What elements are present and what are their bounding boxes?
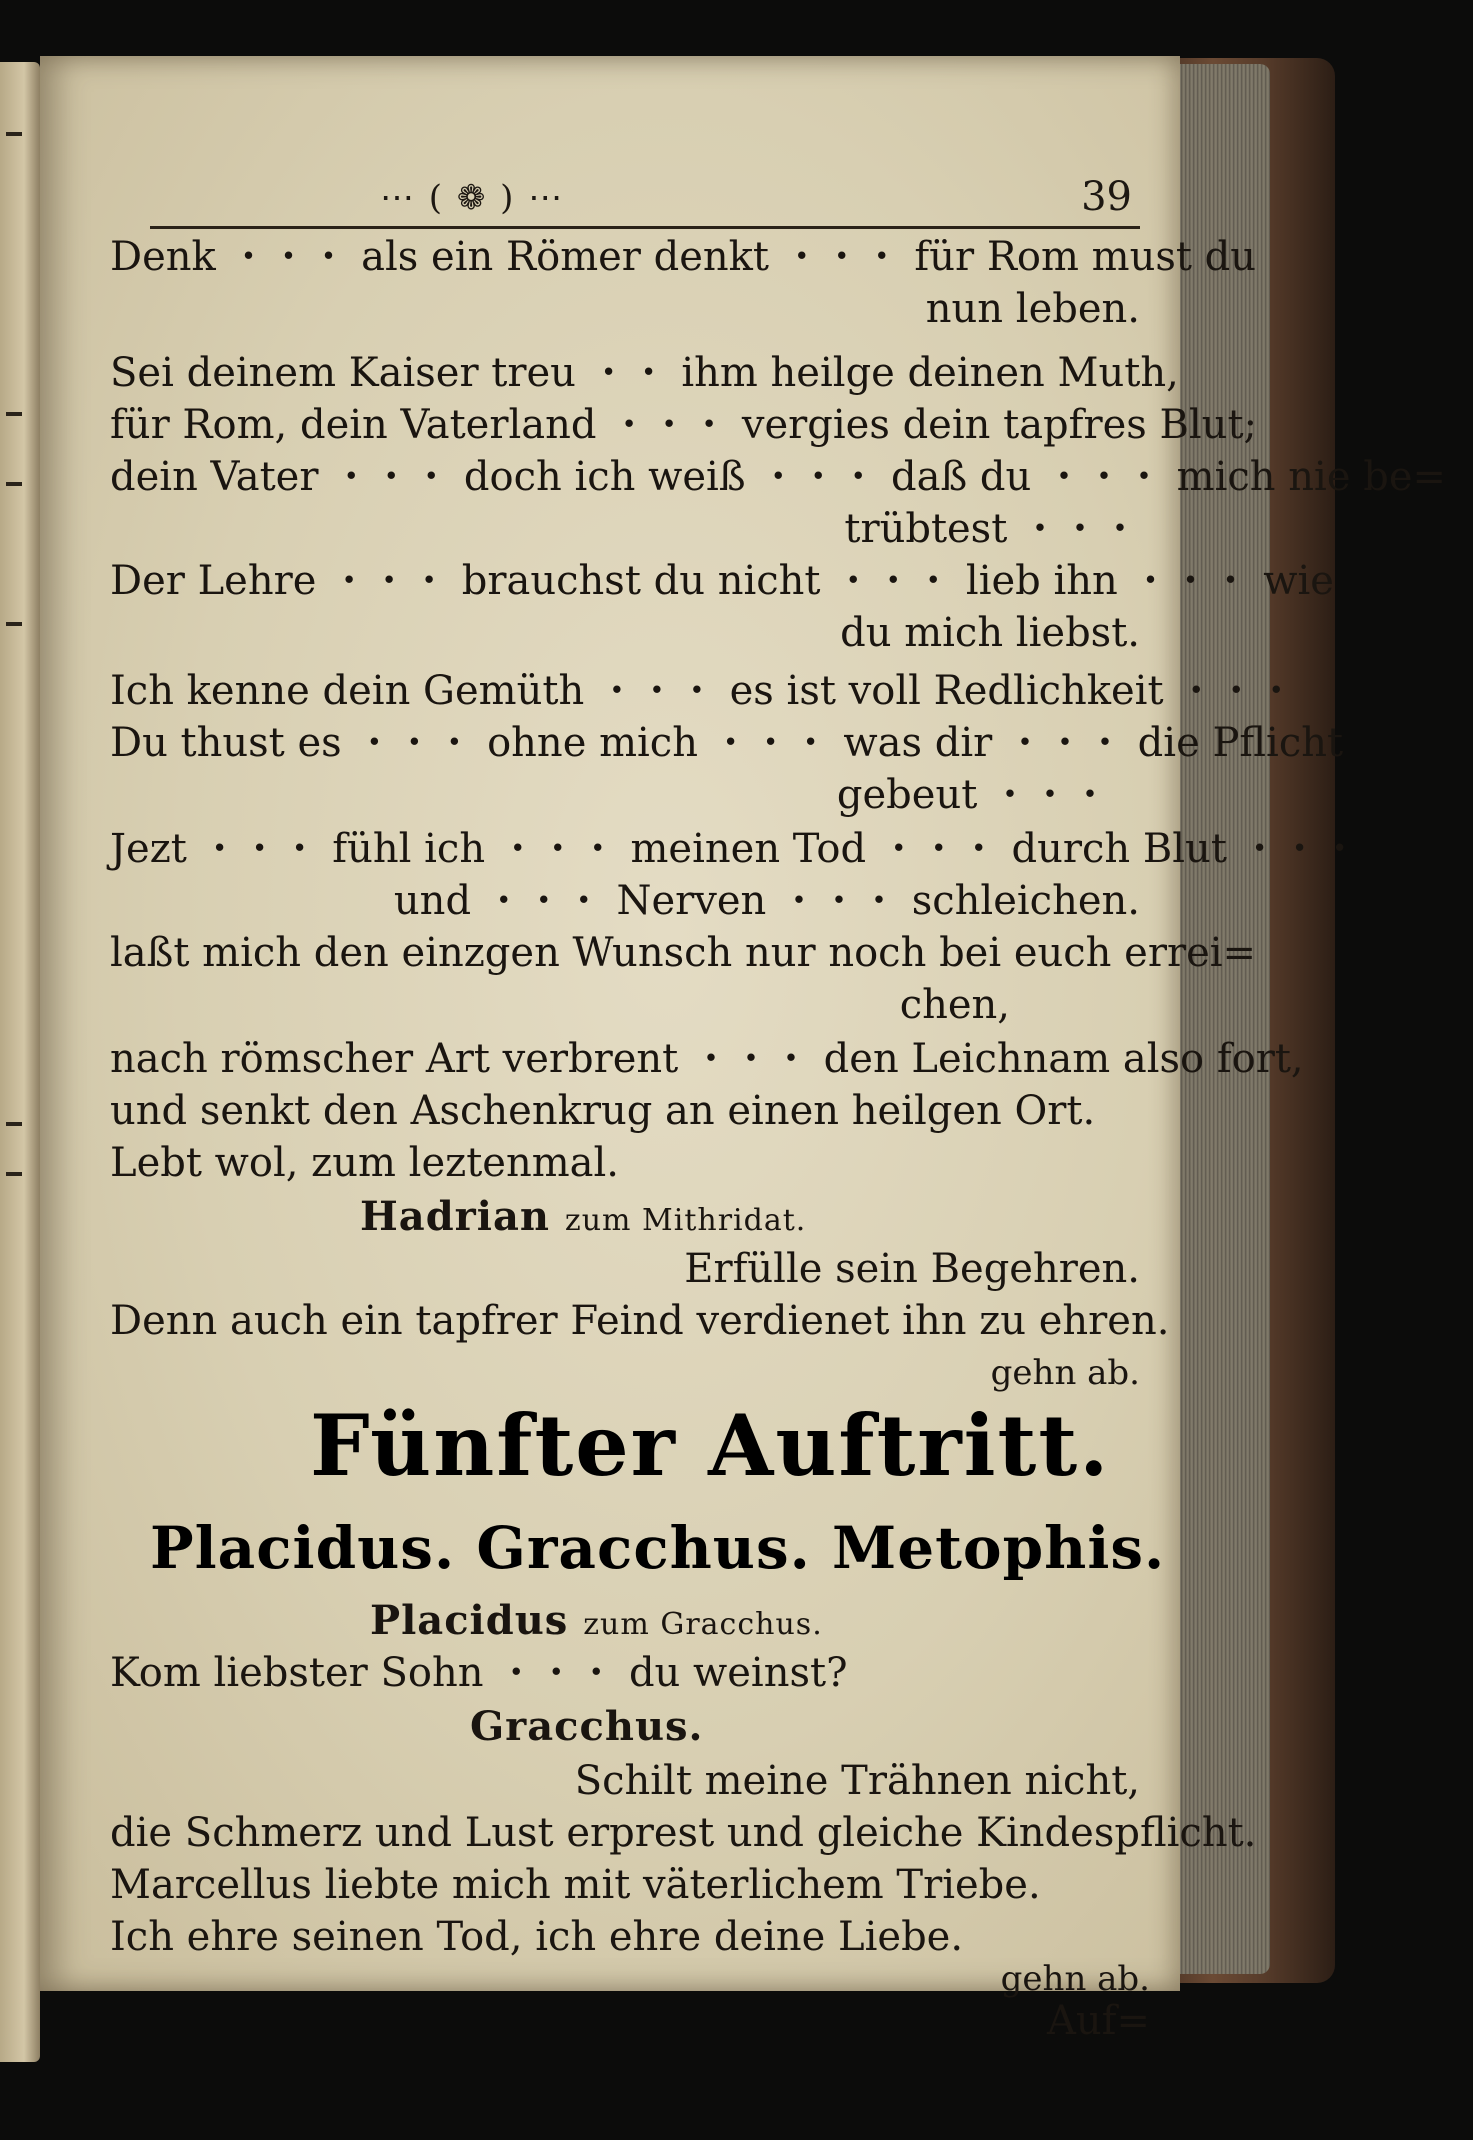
text-line: Schilt meine Trähnen nicht, bbox=[574, 1758, 1140, 1804]
text-line: Marcellus liebte mich mit väterlichem Triebe. bbox=[110, 1862, 1041, 1908]
text-line: gebeut ・・・ bbox=[836, 772, 1110, 818]
text-line: Lebt wol, zum leztenmal. bbox=[110, 1140, 619, 1186]
text-line: Jezt ・・・ fühl ich ・・・ meinen Tod ・・・ durch Blut ・・・ bbox=[110, 826, 1360, 872]
running-head bbox=[150, 174, 1140, 229]
text-line: nun leben. bbox=[925, 286, 1140, 332]
text-line: Denn auch ein tapfrer Feind verdienet ihn zu ehren. bbox=[110, 1298, 1170, 1344]
text-line: die Schmerz und Lust erprest und gleiche Kindespflicht. bbox=[110, 1810, 1257, 1856]
stage-direction: zum Gracchus. bbox=[583, 1607, 823, 1642]
text-line: für Rom, dein Vaterland ・・・ vergies dein tapfres Blut; bbox=[110, 402, 1257, 448]
text-line: Kom liebster Sohn ・・・ du weinst? bbox=[110, 1650, 848, 1696]
left-page-mark bbox=[6, 482, 22, 486]
text-line: und senkt den Aschenkrug an einen heilgen Ort. bbox=[110, 1088, 1096, 1134]
left-page-mark bbox=[6, 622, 22, 626]
text-line: trübtest ・・・ bbox=[844, 506, 1140, 552]
text-line: Sei deinem Kaiser treu ・・ ihm heilge deinen Muth, bbox=[110, 350, 1179, 396]
text-line: Erfülle sein Begehren. bbox=[684, 1246, 1140, 1292]
scene-cast: Placidus. Gracchus. Metophis. bbox=[150, 1514, 1166, 1582]
text-line: Denk ・・・ als ein Römer denkt ・・・ für Rom must du bbox=[110, 234, 1257, 280]
text-line: du mich liebst. bbox=[840, 610, 1140, 656]
speaker-name: Hadrian bbox=[360, 1193, 550, 1240]
left-page-mark bbox=[6, 412, 22, 416]
speaker-placidus bbox=[370, 1596, 823, 1650]
left-page-edge bbox=[0, 62, 40, 2062]
exit-direction: gehn ab. bbox=[990, 1353, 1140, 1393]
book-page bbox=[40, 56, 1447, 2044]
text-line: nach römscher Art verbrent ・・・ den Leichnam also fort, bbox=[110, 1036, 1304, 1082]
stage-direction: zum Mithridat. bbox=[564, 1203, 807, 1238]
left-page-mark bbox=[6, 132, 22, 136]
exit-direction: gehn ab. bbox=[1000, 1959, 1150, 1999]
text-line: Ich ehre seinen Tod, ich ehre deine Liebe. bbox=[110, 1914, 964, 1960]
speaker-hadrian bbox=[360, 1192, 806, 1246]
left-page-mark bbox=[6, 1122, 22, 1126]
left-page-mark bbox=[6, 1172, 22, 1176]
text-line: Der Lehre ・・・ brauchst du nicht ・・・ lieb ihn ・・・ wie bbox=[110, 558, 1334, 604]
page-number: 39 bbox=[1081, 174, 1132, 220]
text-line: Ich kenne dein Gemüth ・・・ es ist voll Redlichkeit ・・・ bbox=[110, 668, 1297, 714]
scene-title: Fünfter Auftritt. bbox=[310, 1396, 1111, 1495]
text-line: Du thust es ・・・ ohne mich ・・・ was dir ・・・ die Pflicht bbox=[110, 720, 1344, 766]
text-line: laßt mich den einzgen Wunsch nur noch bei euch errei= bbox=[110, 930, 1257, 976]
header-ornament: ⋯ ( ❁ ) ⋯ bbox=[380, 178, 565, 218]
page-edges bbox=[1170, 64, 1270, 1974]
text-line: und ・・・ Nerven ・・・ schleichen. bbox=[393, 878, 1140, 924]
text-line: dein Vater ・・・ doch ich weiß ・・・ daß du ・・・ mich nie be= bbox=[110, 454, 1447, 500]
text-line: chen, bbox=[899, 982, 1010, 1028]
catchword: Auf= bbox=[1047, 1998, 1150, 2044]
speaker-name: Placidus bbox=[370, 1597, 569, 1644]
speaker-gracchus: Gracchus. bbox=[470, 1703, 704, 1750]
